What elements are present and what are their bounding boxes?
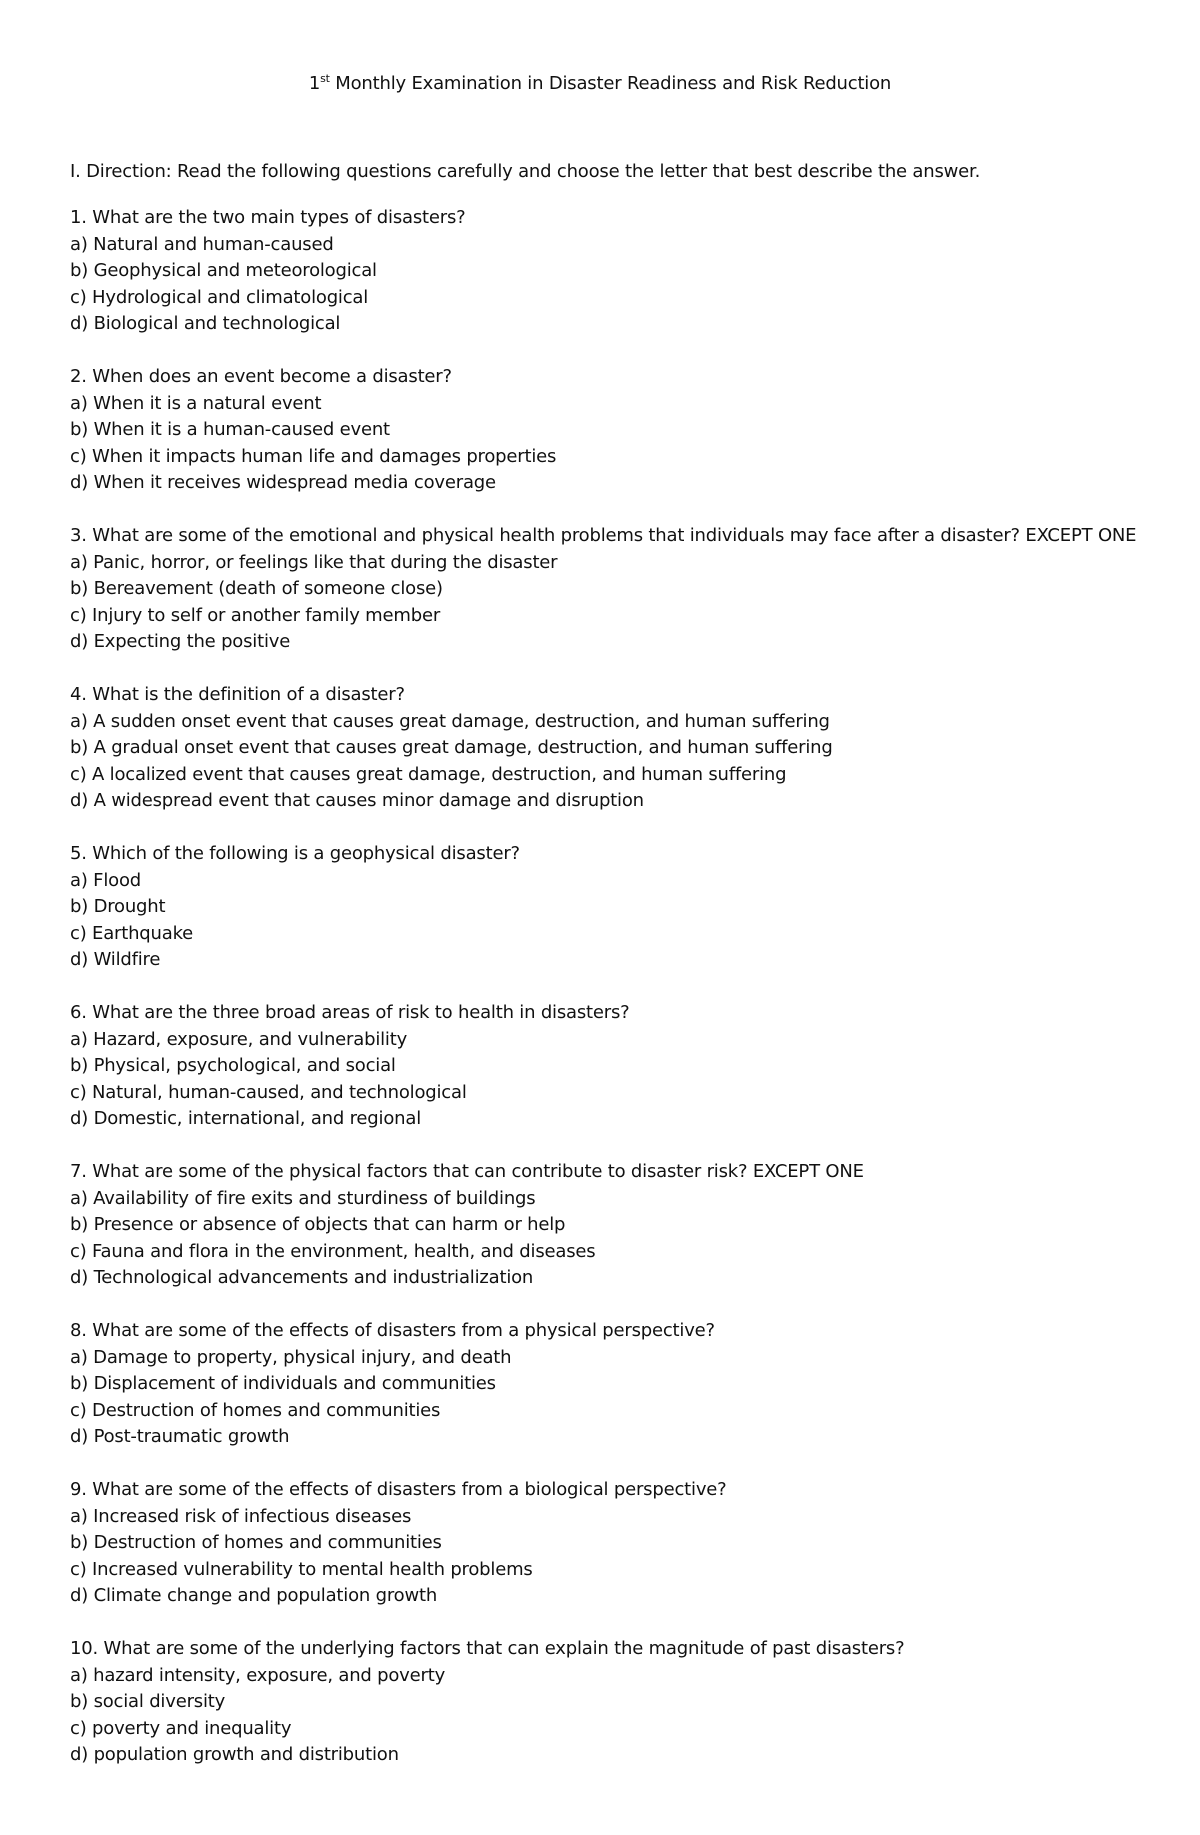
answer-option: b) Bereavement (death of someone close): [70, 578, 443, 599]
answer-option: a) hazard intensity, exposure, and poverty: [70, 1664, 446, 1686]
answer-option: b) Physical, psychological, and social: [70, 1055, 396, 1076]
question-list: [70, 205, 1170, 1795]
answer-option: b) Displacement of individuals and communities: [70, 1373, 496, 1394]
title-ordinal-suffix: st: [320, 72, 330, 85]
answer-option: d) Expecting the positive: [70, 631, 291, 652]
answer-option: b) Geophysical and meteorological: [70, 260, 377, 281]
answer-option: c) Hydrological and climatological: [70, 286, 369, 308]
question-block: [70, 682, 1170, 815]
answer-option: b) social diversity: [70, 1691, 226, 1712]
question-text: 1. What are the two main types of disasters?: [70, 207, 466, 228]
answer-option: c) Earthquake: [70, 922, 194, 944]
direction-text: I. Direction: Read the following questions carefully and choose the letter that best describe the answer.: [70, 161, 981, 182]
answer-option: c) Increased vulnerability to mental health problems: [70, 1558, 533, 1580]
answer-option: c) Injury to self or another family member: [70, 604, 441, 626]
answer-option: a) Damage to property, physical injury, and death: [70, 1346, 512, 1368]
answer-option: b) A gradual onset event that causes great damage, destruction, and human suffering: [70, 737, 833, 758]
answer-option: a) Natural and human-caused: [70, 233, 334, 255]
question-text: 3. What are some of the emotional and physical health problems that individuals may face after a disaster? EXCEPT ONE: [70, 525, 1137, 546]
answer-option: d) Climate change and population growth: [70, 1585, 438, 1606]
question-block: [70, 1000, 1170, 1133]
answer-option: d) Biological and technological: [70, 313, 341, 334]
question-text: 2. When does an event become a disaster?: [70, 366, 452, 387]
answer-option: a) Hazard, exposure, and vulnerability: [70, 1028, 408, 1050]
answer-option: a) Panic, horror, or feelings like that during the disaster: [70, 551, 558, 573]
answer-option: b) Destruction of homes and communities: [70, 1532, 442, 1553]
question-block: [70, 841, 1170, 974]
question-block: [70, 523, 1170, 656]
answer-option: d) population growth and distribution: [70, 1744, 399, 1765]
answer-option: d) Post-traumatic growth: [70, 1426, 290, 1447]
question-block: [70, 1159, 1170, 1292]
answer-option: d) A widespread event that causes minor damage and disruption: [70, 790, 644, 811]
answer-option: c) Destruction of homes and communities: [70, 1399, 441, 1421]
title-text: Monthly Examination in Disaster Readiness and Risk Reduction: [329, 73, 892, 94]
question-text: 7. What are some of the physical factors that can contribute to disaster risk? EXCEPT ONE: [70, 1161, 864, 1182]
question-block: [70, 364, 1170, 497]
answer-option: a) When it is a natural event: [70, 392, 322, 414]
answer-option: c) Natural, human-caused, and technological: [70, 1081, 467, 1103]
answer-option: b) When it is a human-caused event: [70, 419, 390, 440]
answer-option: d) Wildfire: [70, 949, 161, 970]
question-text: 8. What are some of the effects of disasters from a physical perspective?: [70, 1320, 715, 1341]
answer-option: c) A localized event that causes great damage, destruction, and human suffering: [70, 763, 787, 785]
answer-option: d) Technological advancements and industrialization: [70, 1267, 534, 1288]
exam-title: [0, 72, 1200, 96]
question-text: 5. Which of the following is a geophysical disaster?: [70, 843, 520, 864]
answer-option: c) Fauna and flora in the environment, health, and diseases: [70, 1240, 596, 1262]
question-block: [70, 205, 1170, 338]
answer-option: a) A sudden onset event that causes great damage, destruction, and human suffering: [70, 710, 830, 732]
question-block: [70, 1477, 1170, 1610]
question-text: 6. What are the three broad areas of risk to health in disasters?: [70, 1002, 630, 1023]
answer-option: b) Drought: [70, 896, 166, 917]
answer-option: a) Availability of fire exits and sturdiness of buildings: [70, 1187, 536, 1209]
title-ordinal: 1: [308, 73, 321, 94]
answer-option: c) poverty and inequality: [70, 1717, 292, 1739]
answer-option: b) Presence or absence of objects that can harm or help: [70, 1214, 566, 1235]
answer-option: d) When it receives widespread media coverage: [70, 472, 496, 493]
answer-option: a) Flood: [70, 869, 141, 891]
question-block: [70, 1636, 1170, 1769]
answer-option: a) Increased risk of infectious diseases: [70, 1505, 412, 1527]
answer-option: c) When it impacts human life and damages properties: [70, 445, 557, 467]
question-text: 4. What is the definition of a disaster?: [70, 684, 405, 705]
question-block: [70, 1318, 1170, 1451]
question-text: 10. What are some of the underlying factors that can explain the magnitude of past disasters?: [70, 1638, 905, 1659]
answer-option: d) Domestic, international, and regional: [70, 1108, 421, 1129]
question-text: 9. What are some of the effects of disasters from a biological perspective?: [70, 1479, 727, 1500]
